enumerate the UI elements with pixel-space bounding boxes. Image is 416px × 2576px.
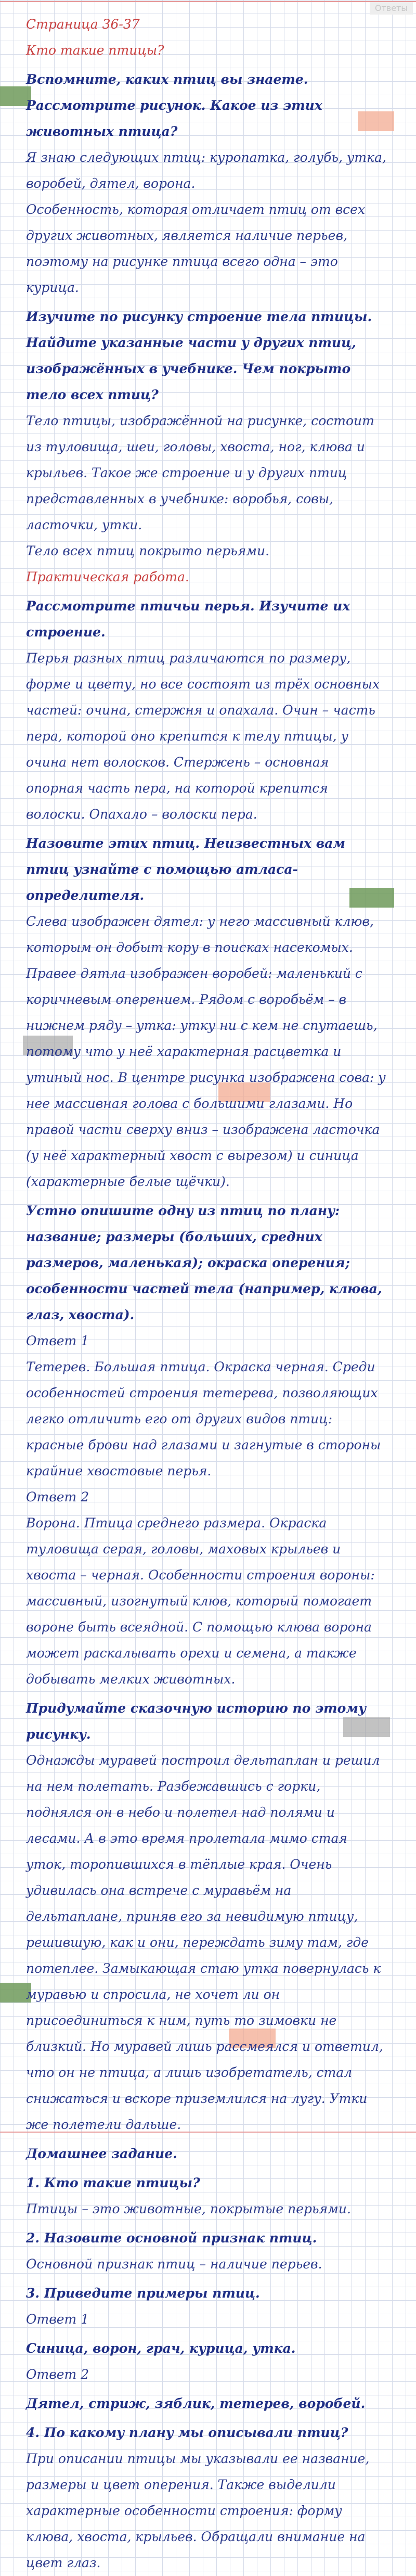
answer-text: Птицы – это животные, покрытые перьями. <box>26 2201 351 2216</box>
question: Рассмотрите птичьи перья. Изучите их строение. <box>26 598 350 640</box>
watermark: Ответы <box>370 2 413 15</box>
question: Изучите по рисунку строение тела птицы. Найдите указанные части у других птиц, изображённых в учебнике. Чем покрыто тело всех птиц? <box>26 309 372 402</box>
answer-text: При описании птицы мы указывали ее название, размеры и цвет оперения. Также выделили характерные особенности строения: форму клюва, хвоста, крыльев. Обращали внимание на цвет глаз. <box>26 2451 370 2570</box>
answer-label: Ответ 1 <box>26 1333 89 1348</box>
question: Придумайте сказочную историю по этому рисунку. <box>26 1701 367 1742</box>
question: Назовите этих птиц. Неизвестных вам птиц узнайте с помощью атласа-определителя. <box>26 836 346 903</box>
question: Вспомните, каких птиц вы знаете. Рассмотрите рисунок. Какое из этих животных птица? <box>26 72 322 139</box>
answer-text: Особенность, которая отличает птиц от всех других животных, является наличие перьев, поэтому на рисунке птица всего одна – это курица. <box>26 202 366 295</box>
question: 3. Приведите примеры птиц. <box>26 2286 260 2301</box>
answer-text: Дятел, стриж, зяблик, тетерев, воробей. <box>26 2396 366 2411</box>
answer-text: Тело птицы, изображённой на рисунке, состоит из туловища, шеи, головы, хвоста, ног, клюва и крыльев. Такое же строение и у других птиц представленных в учебнике: воробья, совы, ласточки, утки. <box>26 413 374 532</box>
question: 4. По какому плану мы описывали птиц? <box>26 2425 348 2440</box>
answer-label: Ответ 1 <box>26 2312 89 2327</box>
answer-text: Тетерев. Большая птица. Окраска черная. Среди особенностей строения тетерева, позволяющих легко отличить его от других видов птиц: красные брови над глазами и загнутые в стороны крайние хвостовые перья. <box>26 1359 381 1478</box>
lesson-topic: Кто такие птицы? <box>26 43 164 58</box>
answer-text: Слева изображен дятел: у него массивный клюв, которым он добыт кору в поисках насекомых. Правее дятла изображен воробей: маленький с коричневым оперением. Рядом с воробьём – в нижнем ряду – утка: утку ни с кем не спутаешь, потому что у неё характерная расцветка и утиный нос. В центре рисунка изображена сова: у нее массивная голова с большими глазами. Но правой части сверху вниз – изображена ласточка (у неё характерный хвост с вырезом) и синица (характерные белые щёчки). <box>26 914 386 1189</box>
homework-heading: Домашнее задание. <box>26 2146 177 2161</box>
section-heading: Практическая работа. <box>26 569 189 584</box>
question: Устно опишите одну из птиц по плану: название; размеры (больших, средних размеров, маленькая); окраска оперения; особенности частей тела (например, клюва, глаз, хвоста). <box>26 1203 382 1322</box>
answer-text: Основной признак птиц – наличие перьев. <box>26 2256 322 2272</box>
top-margin-line <box>0 1 416 2</box>
answer-text: Однажды муравей построил дельтаплан и решил на нем полетать. Разбежавшись с горки, поднялся он в небо и полетел над полями и лесами. А в это время пролетала мимо стая уток, торопившихся в тёплые края. Очень удивилась она встрече с муравьём на дельтаплане, приняв его за невидимую птицу, решившую, как и они, переждать зиму там, где потеплее. Замыкающая стаю утка повернулась к муравью и спросила, не хочет ли он присоединиться к ним, путь то зимовки не близкий. Но муравей лишь рассмеялся и ответил, что он не птица, а лишь изобретатель, стал снижаться и вскоре приземлился на лугу. Утки же полетели дальше. <box>26 1753 383 2132</box>
answer-text: Синица, ворон, грач, курица, утка. <box>26 2341 296 2356</box>
answer-text: Я знаю следующих птиц: куропатка, голубь, утка, воробей, дятел, ворона. <box>26 150 386 191</box>
answer-sheet <box>26 11 390 2576</box>
answer-label: Ответ 2 <box>26 1489 89 1504</box>
question: 1. Кто такие птицы? <box>26 2175 200 2190</box>
answer-text: Тело всех птиц покрыто перьями. <box>26 543 270 558</box>
answer-text: Ворона. Птица среднего размера. Окраска туловища серая, головы, маховых крыльев и хвоста – черная. Особенности строения вороны: массивный, изогнутый клюв, который помогает вороне быть всеядной. С помощью клюва ворона может раскалывать орехи и семена, а также добывать мелких животных. <box>26 1515 375 1687</box>
page-range: Страница 36-37 <box>26 17 140 32</box>
answer-text: Перья разных птиц различаются по размеру, форме и цвету, но все состоят из трёх основных частей: очина, стержня и опахала. Очин – часть пера, которой оно крепится к телу птицы, у очина нет волосков. Стержень – основная опорная часть пера, на которой крепится волоски. Опахало – волоски пера. <box>26 651 380 822</box>
question: 2. Назовите основной признак птиц. <box>26 2230 317 2246</box>
answer-label: Ответ 2 <box>26 2367 89 2382</box>
